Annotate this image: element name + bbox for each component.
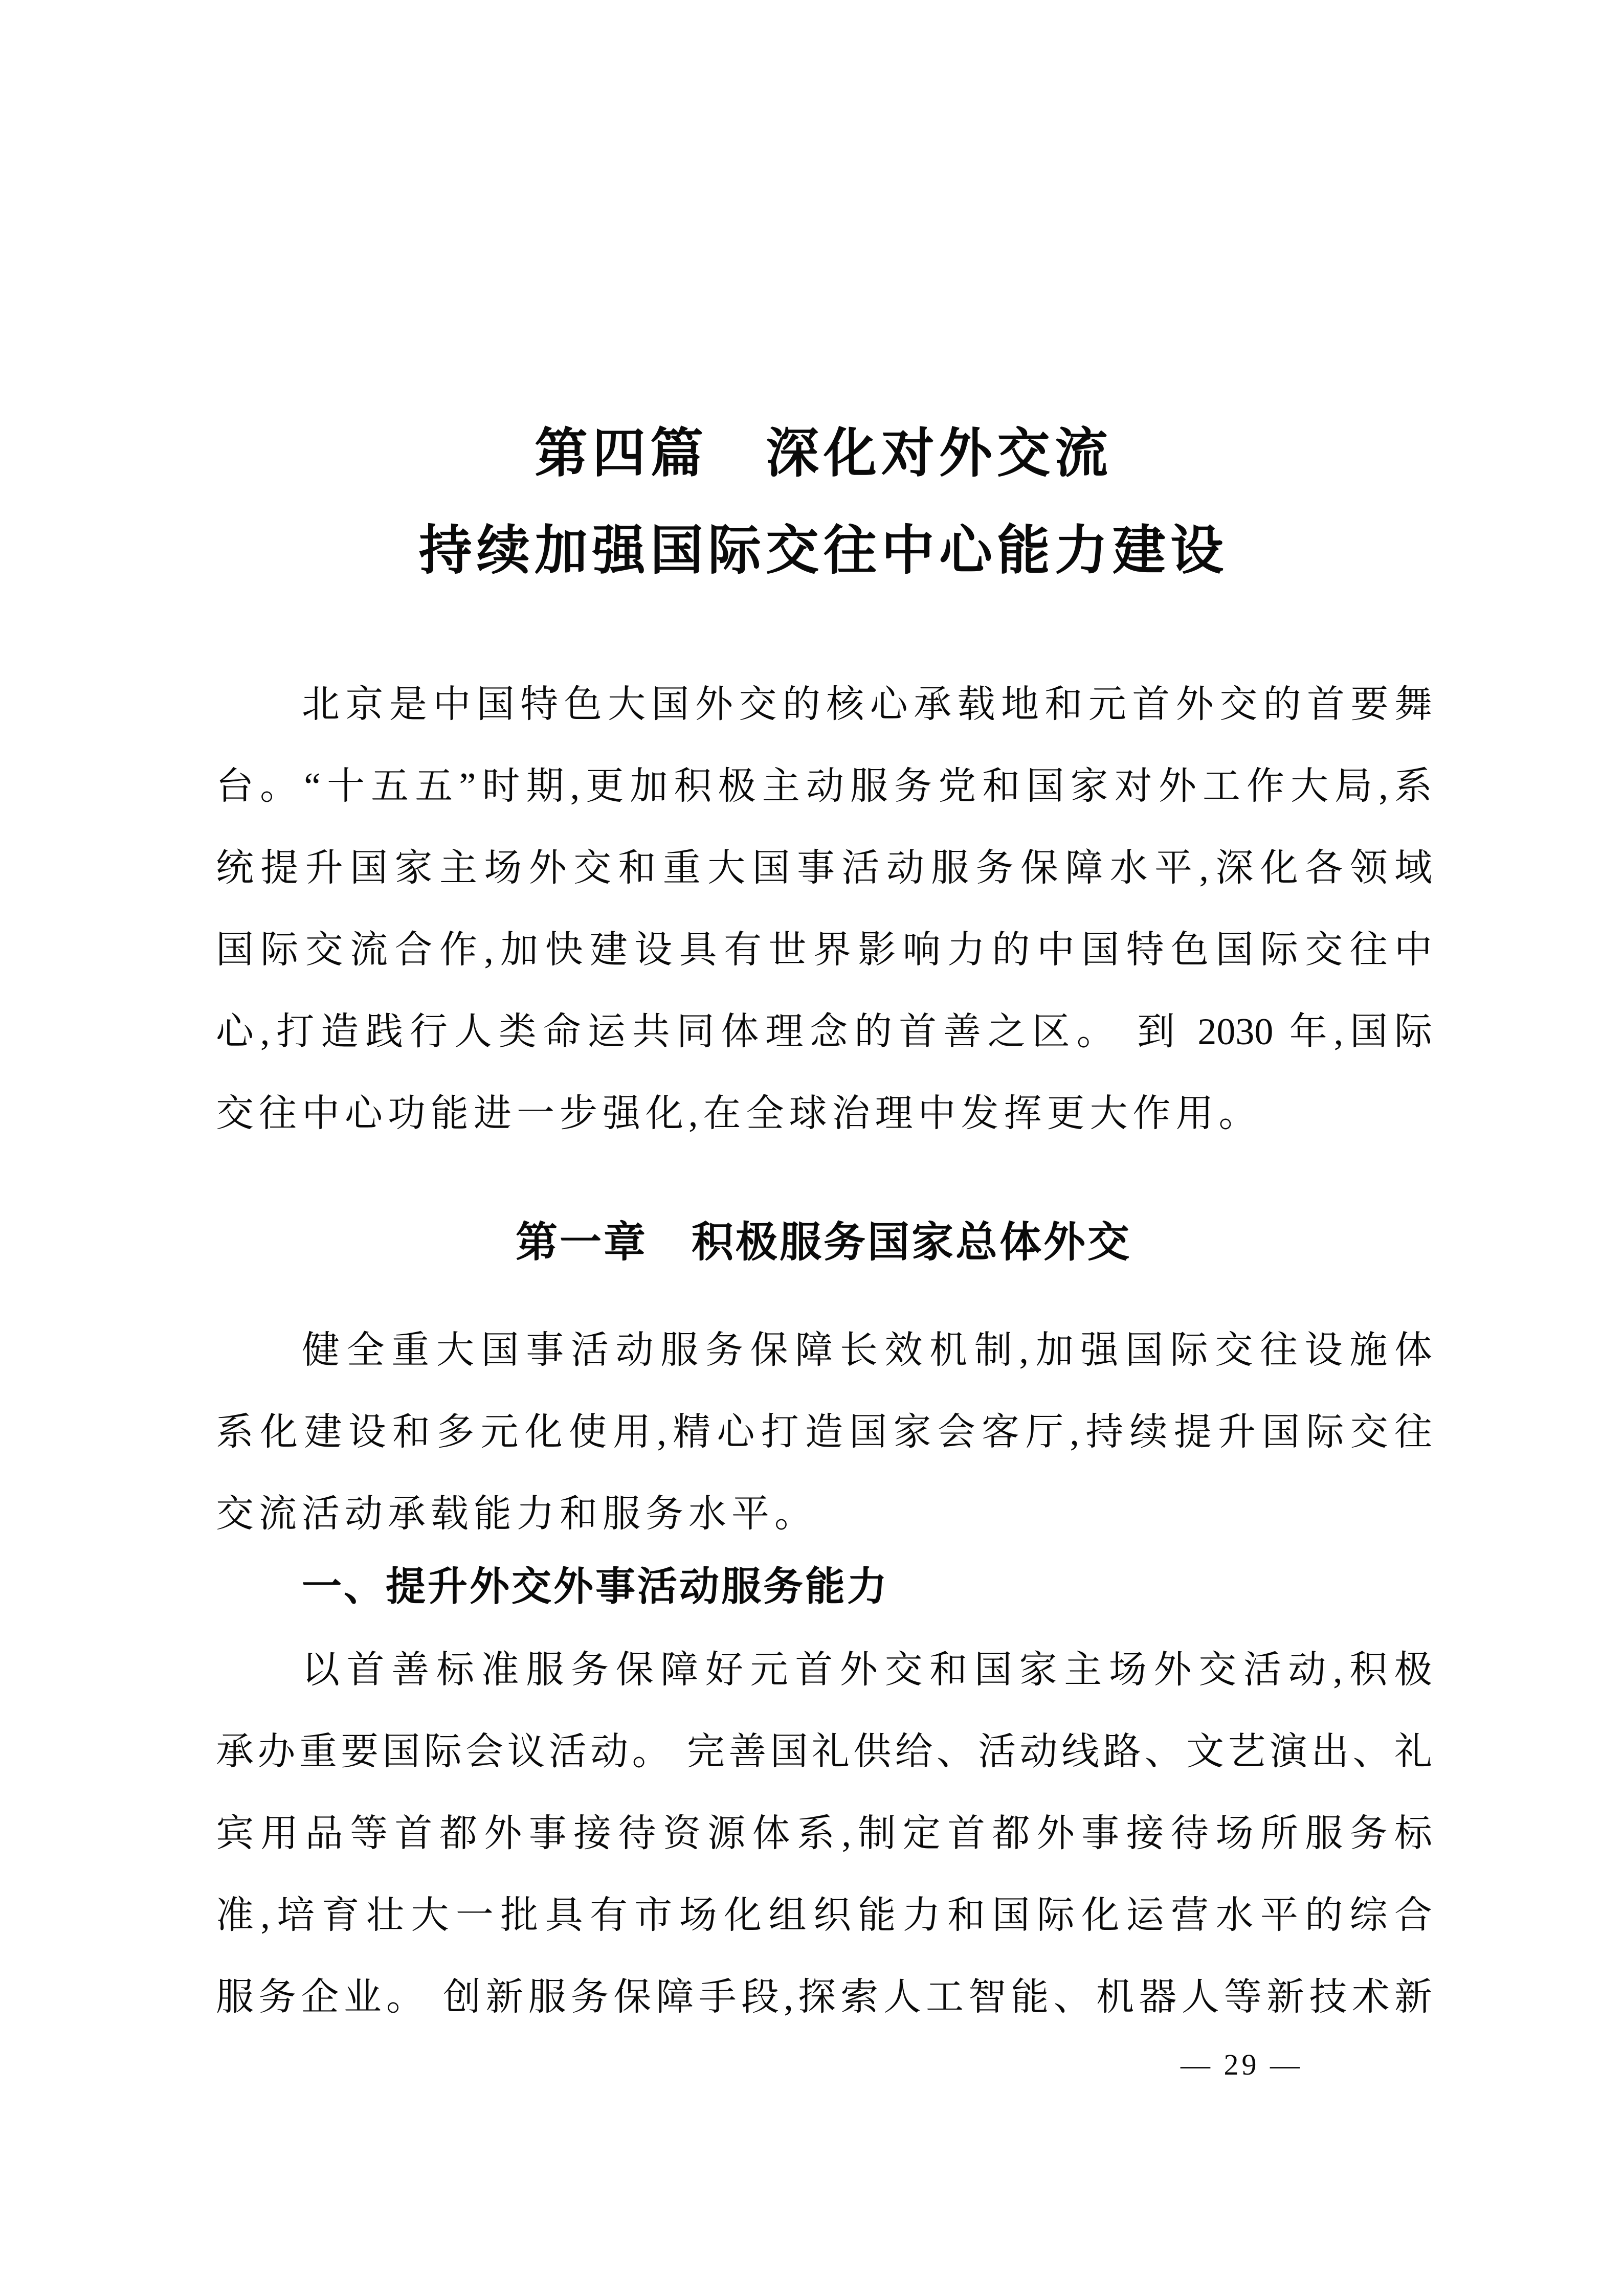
paragraph-intro	[216, 664, 1432, 1155]
paragraph-chapter1-line-2: 系化建设和多元化使用,精心打造国家会客厅,持续提升国际交往	[216, 1411, 1432, 1453]
paragraph-intro-line-4: 国际交流合作,加快建设具有世界影响力的中国特色国际交往中	[216, 929, 1432, 971]
part-title-line-2: 持续加强国际交往中心能力建设	[418, 521, 1228, 580]
paragraph-chapter1-line-1: 健全重大国事活动服务保障长效机制,加强国际交往设施体	[302, 1330, 1432, 1371]
paragraph-chapter1-line-3: 交流活动承载能力和服务水平。	[216, 1493, 817, 1535]
page-number: — 29 —	[1181, 2048, 1303, 2081]
section-heading: 一、提升外交外事活动服务能力	[302, 1564, 889, 1609]
paragraph-intro-line-2: 台。“十五五”时期,更加积极主动服务党和国家对外工作大局,系	[216, 766, 1432, 807]
paragraph-section1-line-3: 宾用品等首都外事接待资源体系,制定首都外事接待场所服务标	[216, 1813, 1432, 1855]
paragraph-section1-body	[216, 1629, 1432, 2038]
paragraph-chapter1-intro	[216, 1310, 1432, 1555]
paragraph-intro-line-1: 北京是中国特色大国外交的核心承载地和元首外交的首要舞	[302, 684, 1432, 726]
paragraph-section1-line-4: 准,培育壮大一批具有市场化组织能力和国际化运营水平的综合	[216, 1895, 1432, 1937]
paragraph-intro-line-3: 统提升国家主场外交和重大国事活动服务保障水平,深化各领域	[216, 847, 1432, 889]
paragraph-section1-line-2: 承办重要国际会议活动。 完善国礼供给、活动线路、文艺演出、礼	[216, 1731, 1432, 1773]
paragraph-intro-line-6: 交往中心功能进一步强化,在全球治理中发挥更大作用。	[216, 1093, 1262, 1135]
chapter-heading: 第一章 积极服务国家总体外交	[515, 1219, 1131, 1266]
paragraph-section1-line-1: 以首善标准服务保障好元首外交和国家主场外交活动,积极	[302, 1649, 1432, 1691]
paragraph-intro-line-5: 心,打造践行人类命运共同体理念的首善之区。 到 2030 年,国际	[216, 1011, 1432, 1053]
paragraph-section1-line-5: 服务企业。 创新服务保障手段,探索人工智能、机器人等新技术新	[216, 1976, 1432, 2018]
part-title-line-1: 第四篇 深化对外交流	[534, 424, 1113, 483]
